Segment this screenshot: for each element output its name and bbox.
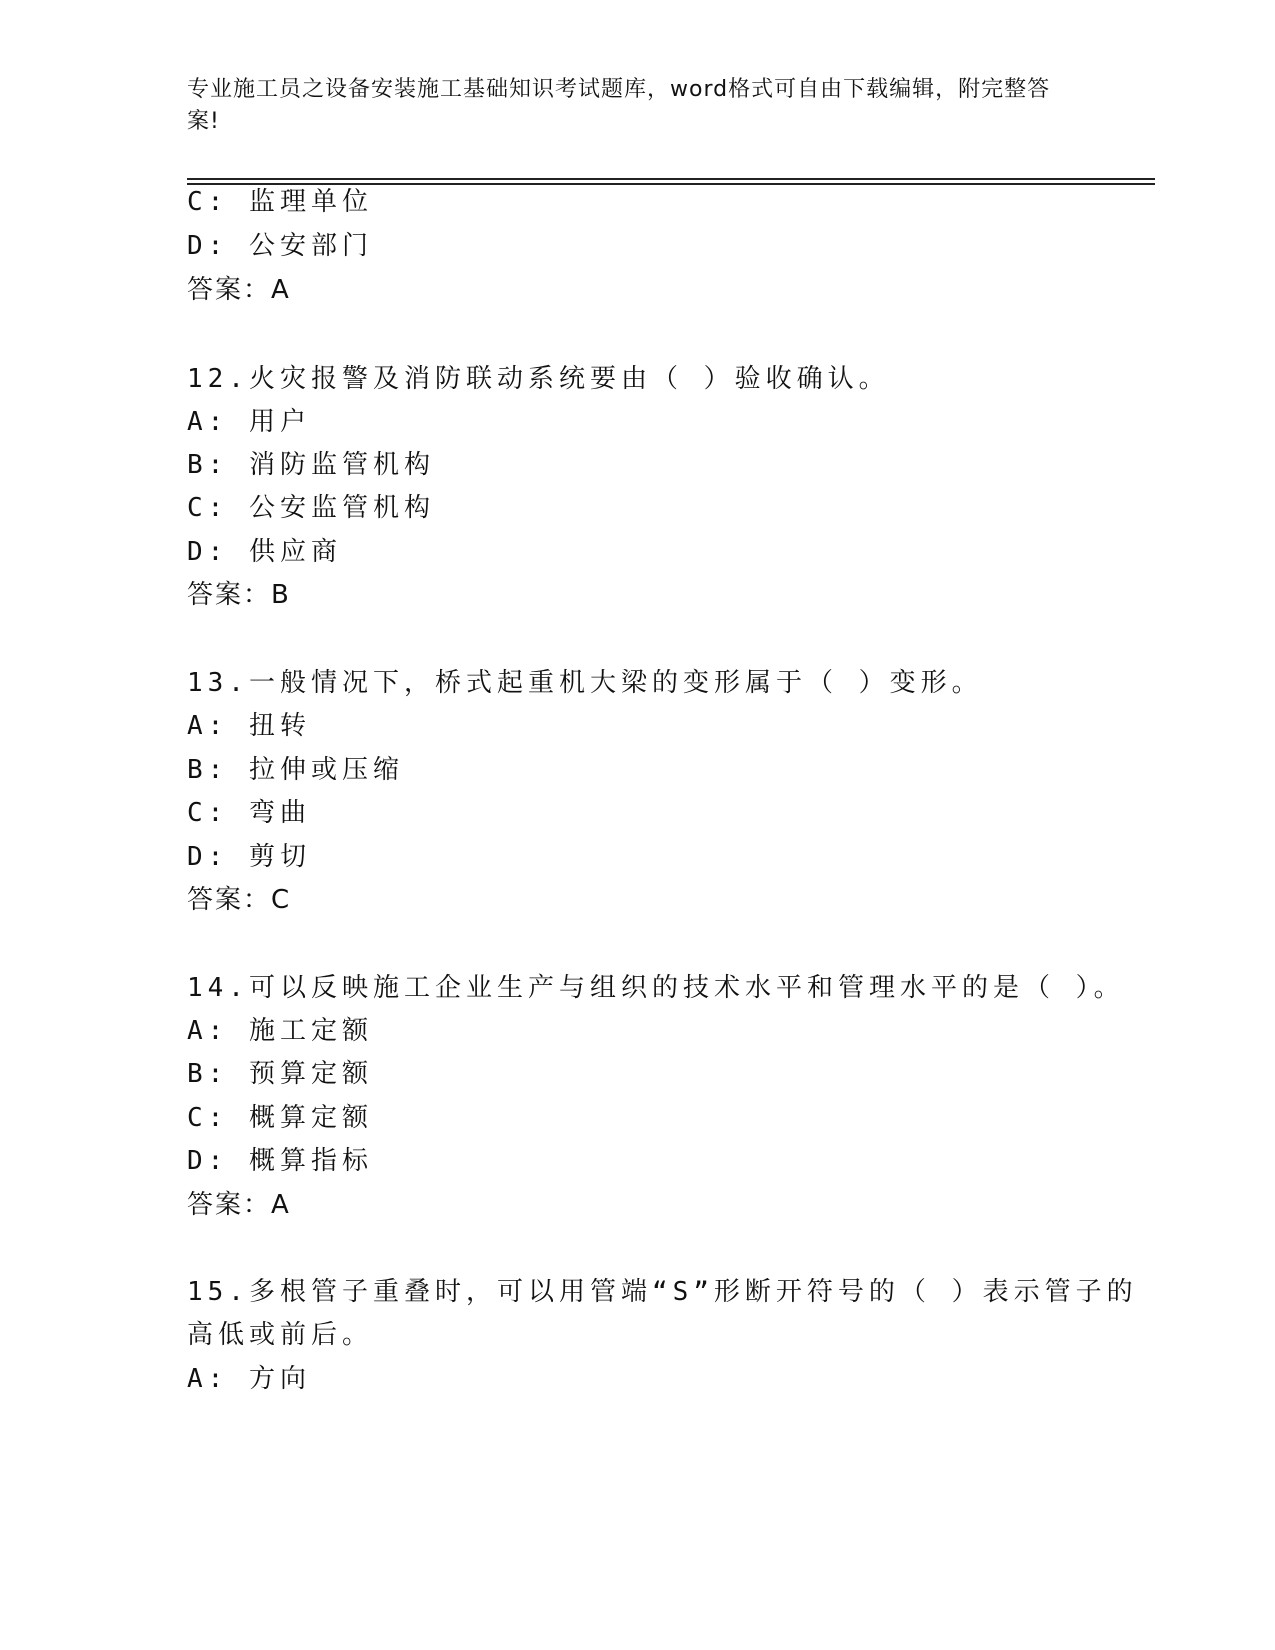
q13-option-b: B: 拉伸或压缩 bbox=[187, 755, 404, 785]
q14-answer: 答案：A bbox=[187, 1190, 291, 1220]
q12-question: 12.火灾报警及消防联动系统要由（ ）验收确认。 bbox=[187, 364, 890, 394]
q14-option-a: A: 施工定额 bbox=[187, 1016, 373, 1046]
q12-option-b: B: 消防监管机构 bbox=[187, 450, 435, 480]
q15-option-a: A: 方向 bbox=[187, 1364, 311, 1394]
q13-option-c: C: 弯曲 bbox=[187, 798, 311, 828]
q13-question: 13.一般情况下，桥式起重机大梁的变形属于（ ）变形。 bbox=[187, 668, 983, 698]
q14-question: 14.可以反映施工企业生产与组织的技术水平和管理水平的是（ ）。 bbox=[187, 973, 1125, 1003]
q11-answer: 答案：A bbox=[187, 275, 291, 305]
q12-option-c: C: 公安监管机构 bbox=[187, 493, 435, 523]
q11-option-c: C: 监理单位 bbox=[187, 187, 373, 217]
q13-option-a: A: 扭转 bbox=[187, 711, 311, 741]
q14-option-c: C: 概算定额 bbox=[187, 1103, 373, 1133]
header-divider-top bbox=[187, 178, 1155, 180]
q13-option-d: D: 剪切 bbox=[187, 842, 311, 872]
q11-option-d: D: 公安部门 bbox=[187, 231, 373, 261]
q12-answer: 答案：B bbox=[187, 580, 291, 610]
q15-question-continued: 高低或前后。 bbox=[187, 1320, 374, 1350]
q14-option-b: B: 预算定额 bbox=[187, 1059, 373, 1089]
q12-option-a: A: 用户 bbox=[187, 407, 311, 437]
q12-option-d: D: 供应商 bbox=[187, 537, 342, 567]
document-header-title: 专业施工员之设备安装施工基础知识考试题库，word格式可自由下载编辑，附完整答案! bbox=[187, 77, 1051, 134]
q14-option-d: D: 概算指标 bbox=[187, 1146, 373, 1176]
q15-question: 15.多根管子重叠时，可以用管端“S”形断开符号的（ ）表示管子的 bbox=[187, 1277, 1138, 1307]
q13-answer: 答案：C bbox=[187, 885, 292, 915]
